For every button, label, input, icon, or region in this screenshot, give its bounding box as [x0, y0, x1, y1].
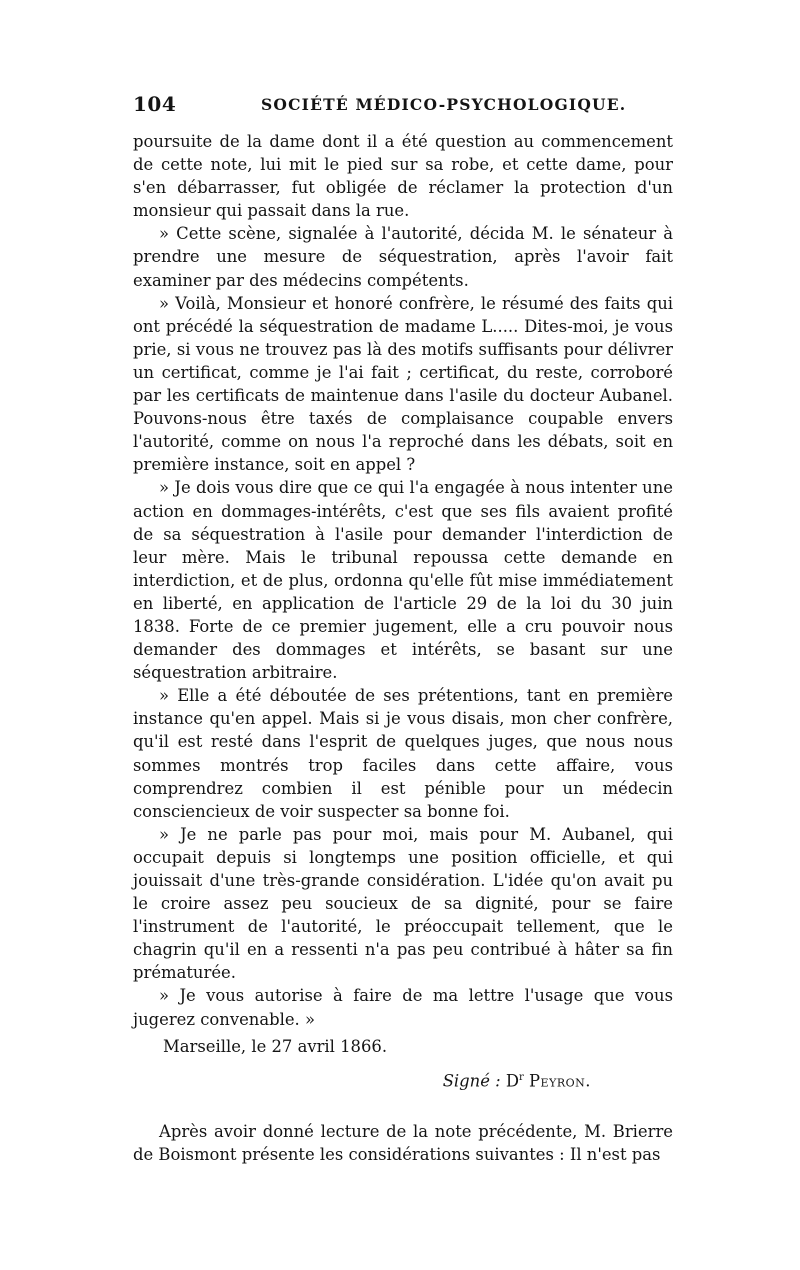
paragraph: » Elle a été déboutée de ses prétentions, tant en première instance qu'en appel. Mais si je vous disais, mon cher confrère, qu'il est resté dans l'esprit de quelques juges, que nous nous sommes montrés trop faciles dans cette affaire, vous comprendrez combien il est pénible pour un médecin consciencieux de voir suspecter sa bonne foi.	[133, 686, 673, 821]
signature-name: Peyron.	[529, 1071, 591, 1091]
signature	[133, 1066, 673, 1092]
closing-paragraph: Après avoir donné lecture de la note précédente, M. Brierre de Boismont présente les considérations suivantes : Il n'est pas	[133, 1122, 673, 1165]
signature-title: D	[505, 1071, 520, 1091]
paragraph: » Je vous autorise à faire de ma lettre l'usage que vous jugerez convenable. »	[133, 986, 673, 1029]
page-header	[133, 92, 673, 116]
paragraph: » Cette scène, signalée à l'autorité, décida M. le sénateur à prendre une mesure de séquestration, après l'avoir fait examiner par des médecins compétents.	[133, 224, 673, 290]
page-number: 104	[133, 92, 177, 116]
place-and-date: Marseille, le 27 avril 1866.	[163, 1036, 388, 1056]
running-head: SOCIÉTÉ MÉDICO-PSYCHOLOGIQUE.	[261, 95, 627, 114]
signed-label: Signé :	[442, 1071, 501, 1091]
paragraph-continuation: poursuite de la dame dont il a été question au commencement de cette note, lui mit le pied sur sa robe, et cette dame, pour s'en débarrasser, fut obligée de réclamer la protection d'un monsieur qui passait dans la rue.	[133, 132, 673, 221]
page-body	[133, 130, 673, 1166]
paragraph: » Voilà, Monsieur et honoré confrère, le résumé des faits qui ont précédé la séquestration de madame L..... Dites-moi, je vous prie, si vous ne trouvez pas là des motifs suffisants pour délivrer un certificat, comme je l'ai fait ; certificat, du reste, corroboré par les certificats de maintenue dans l'asile du docteur Aubanel. Pouvons-nous être taxés de complaisance coupable envers l'autorité, comme on nous l'a reproché dans les débats, soit en première instance, soit en appel ?	[133, 293, 673, 475]
paragraph: » Je dois vous dire que ce qui l'a engagée à nous intenter une action en dommages-intérêts, c'est que ses fils avaient profité de sa séquestration à l'asile pour demander l'interdiction de leur mère. Mais le tribunal repoussa cette demande en interdiction, et de plus, ordonna qu'elle fût mise immédiatement en liberté, en application de l'article 29 de la loi du 30 juin 1838. Forte de ce premier jugement, elle a cru pouvoir nous demander des dommages et intérêts, se basant sur une séquestration arbitraire.	[133, 478, 673, 683]
paragraph: » Je ne parle pas pour moi, mais pour M. Aubanel, qui occupait depuis si longtemps une position officielle, et qui jouissait d'une très-grande considération. L'idée qu'on avait pu le croire assez peu soucieux de sa dignité, pour se faire l'instrument de l'autorité, le préoccupait tellement, que le chagrin qu'il en a ressenti n'a pas peu contribué à hâter sa fin prématurée.	[133, 824, 673, 983]
signature-title-sup: r	[519, 1071, 524, 1083]
